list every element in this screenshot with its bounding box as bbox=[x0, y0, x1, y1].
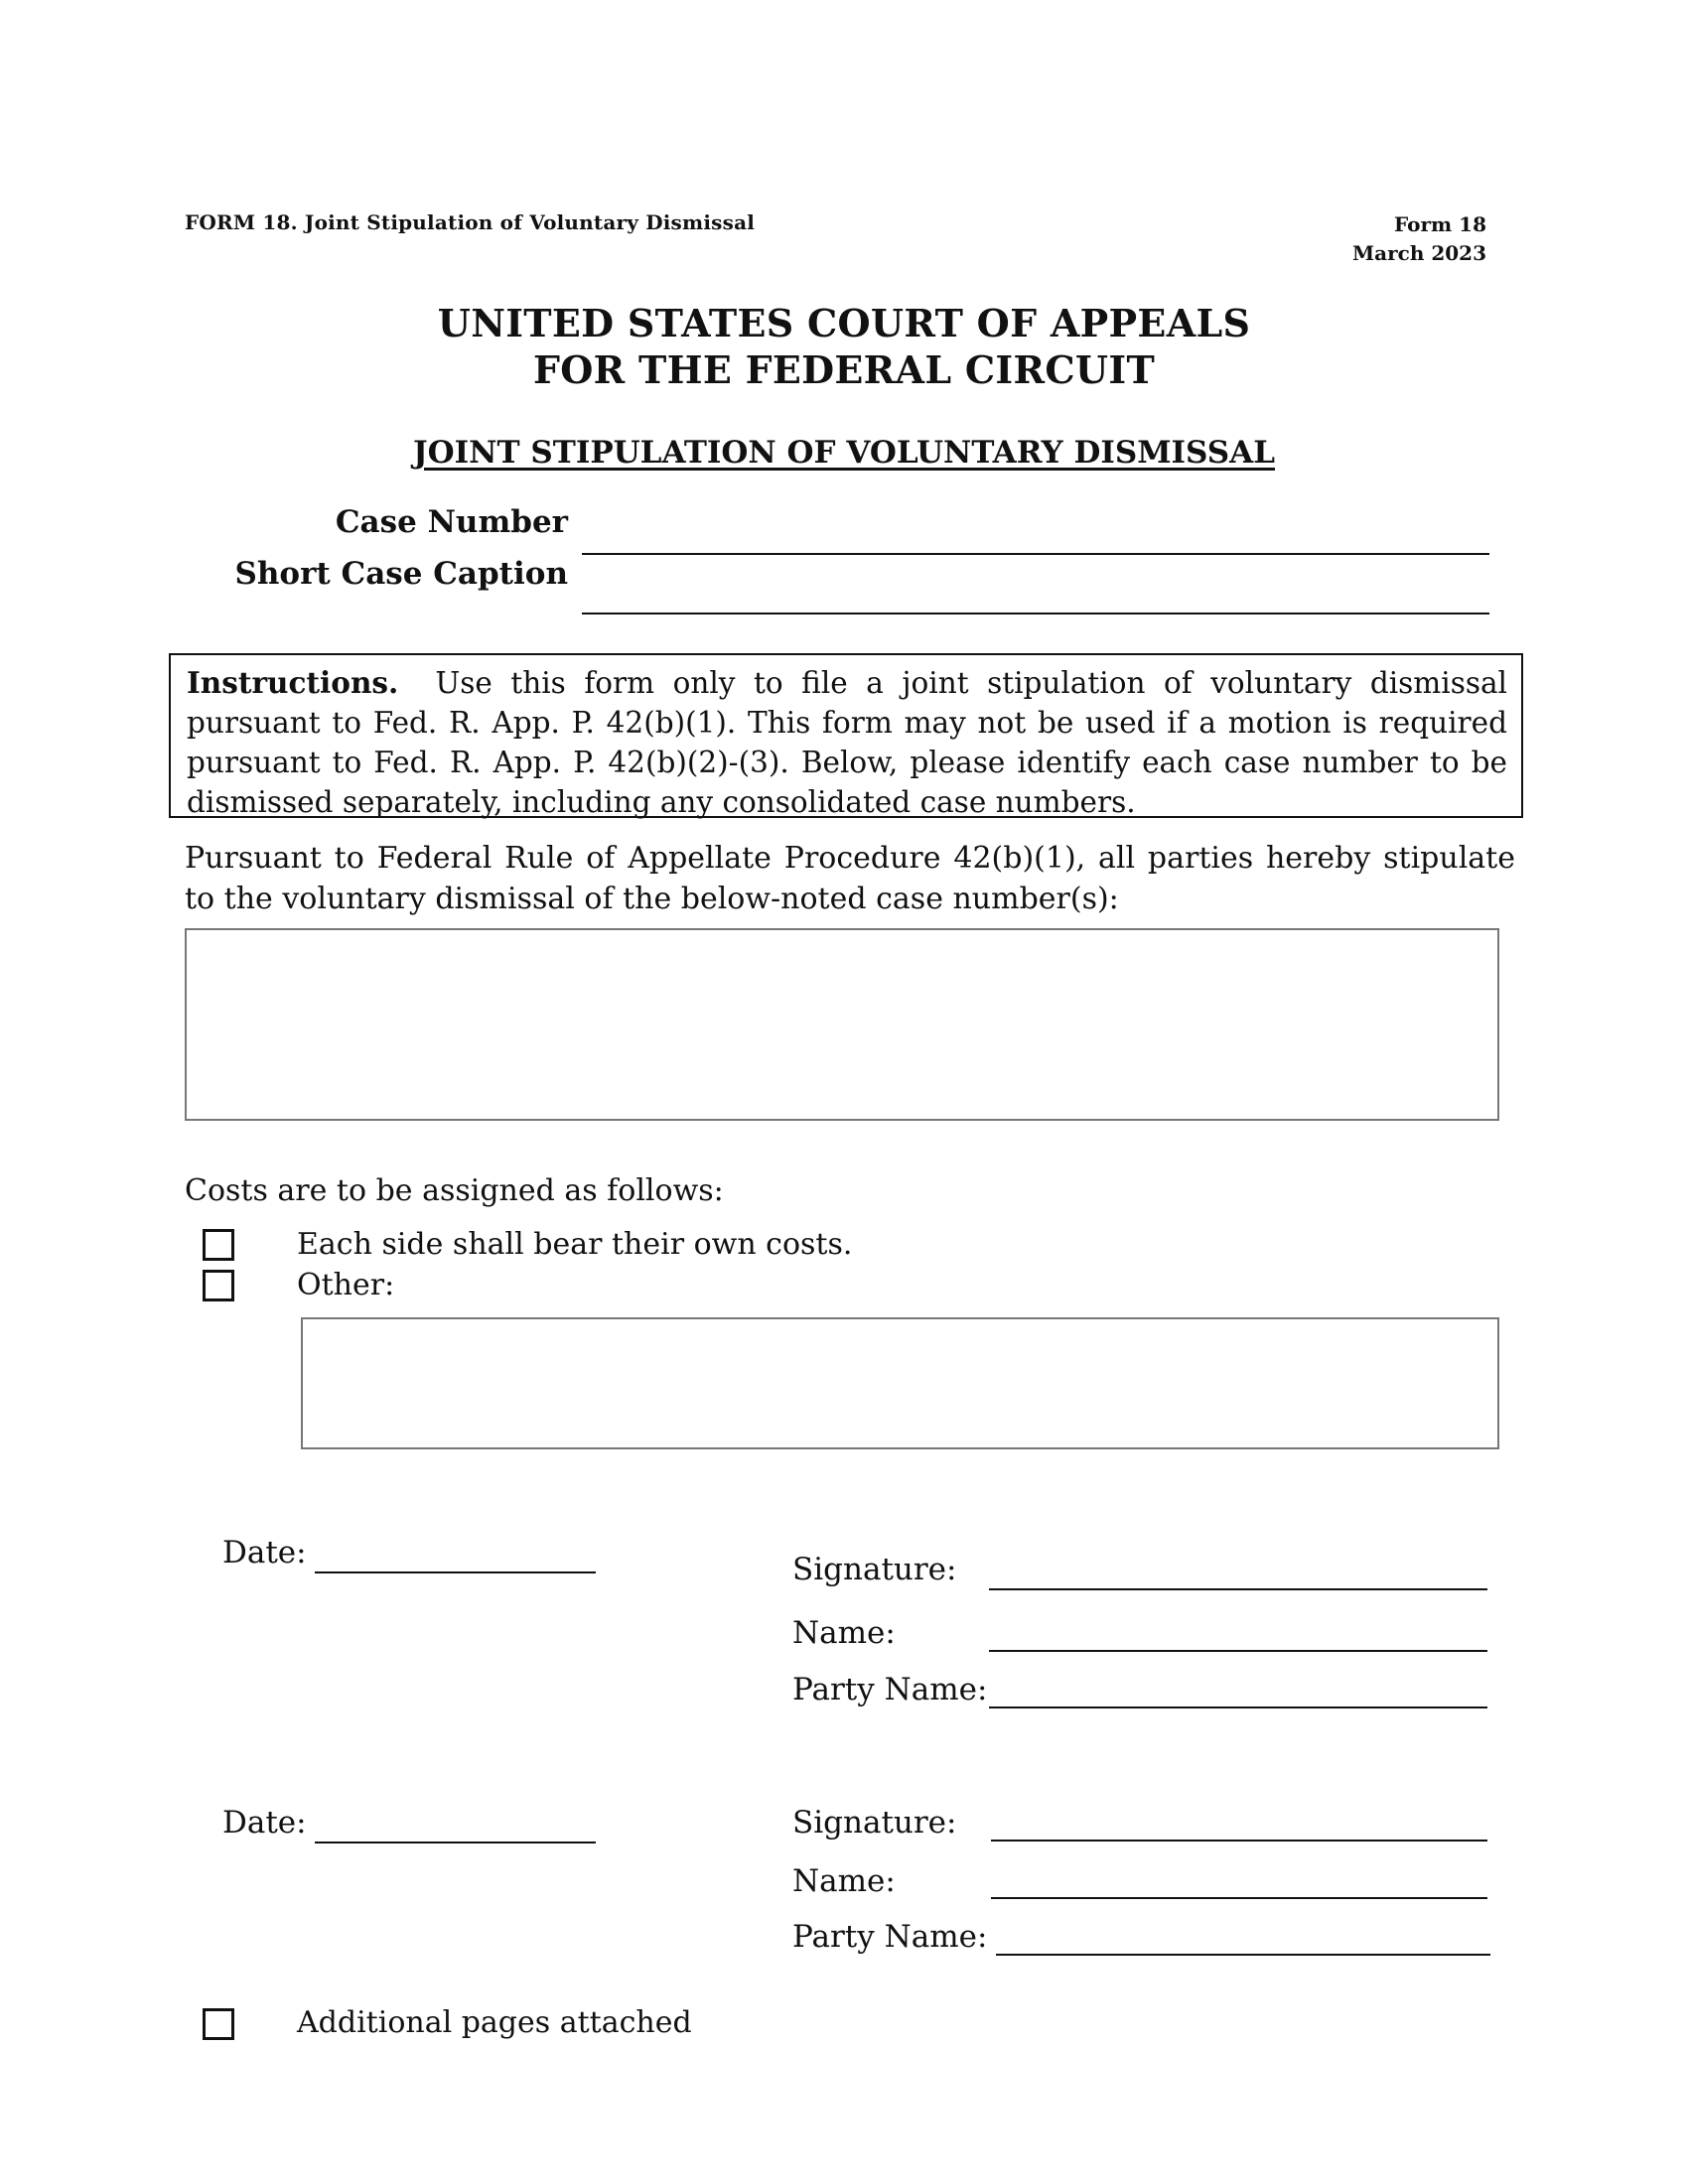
costs-heading: Costs are to be assigned as follows: bbox=[185, 1173, 724, 1208]
instructions-text: Use this form only to file a joint stipulation of voluntary dismissal pursuant to Fed. R. App. P. 42(b)(1). This form may not be used if a motion is required pursuant to Fed. R. App. P. 42(b)(2)-(3). Below, please identify each case number to be dismissed separately, including any consolidated case numbers. bbox=[187, 666, 1507, 819]
name-field-2[interactable] bbox=[991, 1897, 1487, 1899]
instructions-box bbox=[169, 653, 1523, 818]
case-number-field[interactable] bbox=[582, 553, 1489, 555]
signature-field-1[interactable] bbox=[989, 1588, 1487, 1590]
name-label-2: Name: bbox=[792, 1863, 896, 1899]
party-name-label-1: Party Name: bbox=[792, 1672, 988, 1707]
additional-pages-checkbox[interactable] bbox=[203, 2008, 234, 2040]
date-label-2: Date: bbox=[222, 1805, 307, 1841]
party-name-field-1[interactable] bbox=[989, 1706, 1487, 1708]
court-name bbox=[0, 300, 1688, 393]
date-label-1: Date: bbox=[222, 1535, 307, 1570]
other-costs-textbox[interactable] bbox=[301, 1317, 1499, 1449]
signature-field-2[interactable] bbox=[991, 1840, 1487, 1842]
own-costs-label: Each side shall bear their own costs. bbox=[297, 1227, 853, 1262]
case-number-label: Case Number bbox=[335, 504, 568, 540]
short-case-caption-field[interactable] bbox=[582, 613, 1489, 614]
stipulation-text: Pursuant to Federal Rule of Appellate Procedure 42(b)(1), all parties hereby stipulate to the voluntary dismissal of the below-noted case number(s): bbox=[185, 841, 1515, 916]
date-field-2[interactable] bbox=[315, 1842, 596, 1843]
form-id-header bbox=[1352, 210, 1486, 268]
form-number: Form 18 bbox=[1394, 212, 1486, 236]
court-name-line-1: UNITED STATES COURT OF APPEALS bbox=[437, 301, 1251, 345]
party-name-label-2: Party Name: bbox=[792, 1919, 988, 1955]
other-costs-checkbox[interactable] bbox=[203, 1270, 234, 1301]
short-case-caption-label: Short Case Caption bbox=[234, 556, 568, 592]
other-costs-label: Other: bbox=[297, 1268, 395, 1302]
form-title-header: FORM 18. Joint Stipulation of Voluntary Dismissal bbox=[185, 210, 756, 234]
party-name-field-2[interactable] bbox=[996, 1954, 1490, 1956]
instructions-heading: Instructions. bbox=[187, 665, 399, 700]
signature-label-1: Signature: bbox=[792, 1552, 957, 1587]
case-numbers-textbox[interactable] bbox=[185, 928, 1499, 1121]
name-field-1[interactable] bbox=[989, 1650, 1487, 1652]
name-label-1: Name: bbox=[792, 1615, 896, 1651]
signature-label-2: Signature: bbox=[792, 1805, 957, 1841]
court-name-line-2: FOR THE FEDERAL CIRCUIT bbox=[532, 347, 1156, 392]
document-title: JOINT STIPULATION OF VOLUNTARY DISMISSAL bbox=[413, 435, 1275, 471]
form-date: March 2023 bbox=[1352, 241, 1486, 265]
own-costs-checkbox[interactable] bbox=[203, 1229, 234, 1261]
date-field-1[interactable] bbox=[315, 1571, 596, 1573]
additional-pages-label: Additional pages attached bbox=[297, 2005, 692, 2040]
